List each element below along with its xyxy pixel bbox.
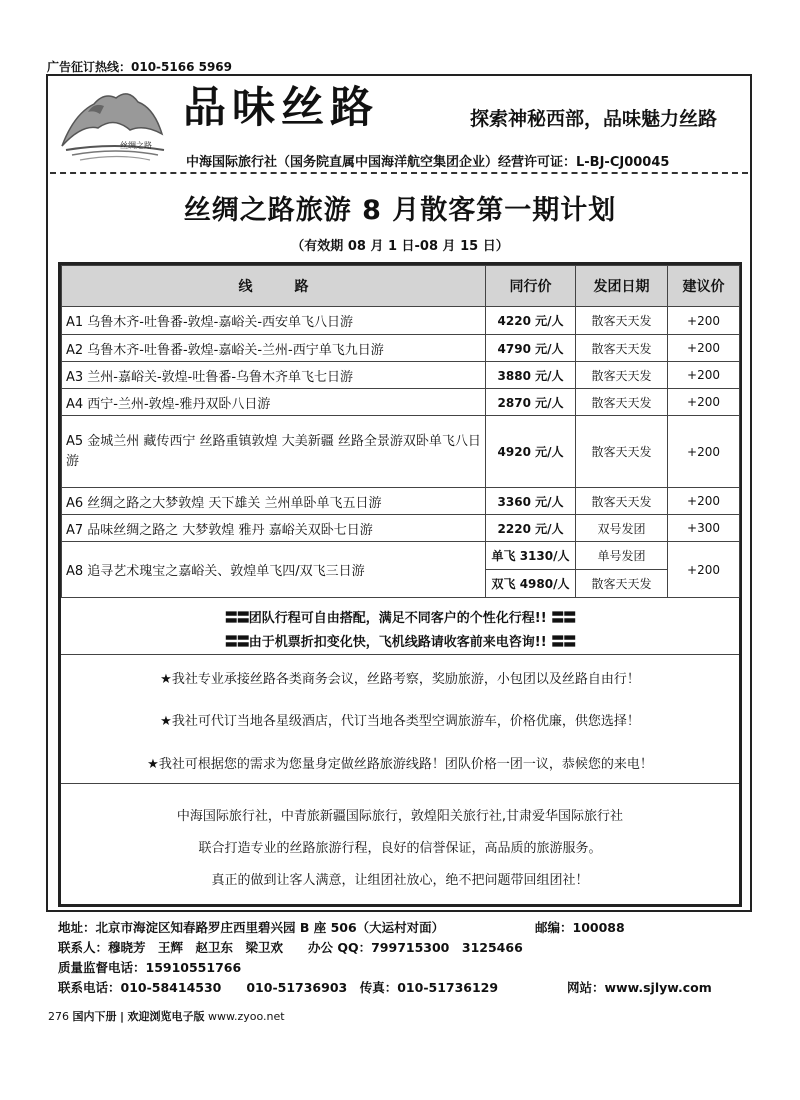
route-price: 4220 元/人 bbox=[486, 307, 576, 335]
route-date: 散客天天发 bbox=[576, 416, 668, 488]
route-recommend: +200 bbox=[668, 416, 740, 488]
footer-website: 网站：www.sjlyw.com bbox=[567, 980, 712, 995]
route-name: A1 乌鲁木齐-吐鲁番-敦煌-嘉峪关-西安单飞八日游 bbox=[62, 307, 486, 335]
route-price-single: 单飞 3130/人 bbox=[486, 542, 576, 570]
route-date-double: 散客天天发 bbox=[576, 570, 668, 598]
table-row bbox=[62, 307, 740, 335]
brand-title: 品味丝路 bbox=[183, 83, 379, 133]
section-divider bbox=[61, 783, 739, 784]
table-row bbox=[62, 542, 740, 570]
route-table-box bbox=[58, 262, 742, 907]
route-name: A4 西宁-兰州-敦煌-雅丹双卧八日游 bbox=[62, 389, 486, 416]
route-recommend: +200 bbox=[668, 542, 740, 598]
route-date: 双号发团 bbox=[576, 515, 668, 542]
route-recommend: +200 bbox=[668, 362, 740, 389]
route-table bbox=[61, 265, 740, 598]
plan-validity: （有效期 08 月 1 日-08 月 15 日） bbox=[291, 239, 509, 254]
route-name: A3 兰州-嘉峪关-敦煌-吐鲁番-乌鲁木齐单飞七日游 bbox=[62, 362, 486, 389]
page-footer bbox=[48, 1008, 285, 1024]
table-row bbox=[62, 416, 740, 488]
table-row bbox=[62, 362, 740, 389]
partner-line-3: 真正的做到让客人满意，让组团社放心，绝不把问题带回组团社！ bbox=[211, 873, 589, 888]
footer-contacts: 联系人：穆晓芳 王辉 赵卫东 梁卫欢 办公 QQ：799715300 3125466 bbox=[58, 940, 523, 955]
table-row bbox=[62, 488, 740, 515]
route-recommend: +200 bbox=[668, 389, 740, 416]
license-line: 中海国际旅行社（国务院直属中国海洋航空集团企业）经营许可证：L-BJ-CJ00045 bbox=[186, 155, 670, 170]
footer-postcode: 邮编：100088 bbox=[535, 920, 625, 935]
ad-hotline: 广告征订热线：010-5166 5969 bbox=[47, 60, 233, 74]
route-recommend: +200 bbox=[668, 488, 740, 515]
route-price-double: 双飞 4980/人 bbox=[486, 570, 576, 598]
route-recommend: +300 bbox=[668, 515, 740, 542]
route-price: 4920 元/人 bbox=[486, 416, 576, 488]
route-recommend: +200 bbox=[668, 307, 740, 335]
route-date: 散客天天发 bbox=[576, 307, 668, 335]
header-price: 同行价 bbox=[486, 266, 576, 307]
promo-line-1: ★我社专业承接丝路各类商务会议，丝路考察，奖励旅游，小包团以及丝路自由行！ bbox=[160, 672, 640, 687]
route-price: 3880 元/人 bbox=[486, 362, 576, 389]
section-divider bbox=[61, 654, 739, 655]
brand-logo bbox=[54, 84, 172, 166]
bar-glyph: 〓〓 bbox=[551, 635, 576, 650]
header-route: 线 路 bbox=[62, 266, 486, 307]
route-price: 3360 元/人 bbox=[486, 488, 576, 515]
note-line-1 bbox=[61, 607, 739, 626]
logo-text: 丝绸之路 bbox=[120, 141, 152, 150]
table-row bbox=[62, 335, 740, 362]
partner-line-1: 中海国际旅行社，中青旅新疆国际旅行，敦煌阳关旅行社,甘肃爱华国际旅行社 bbox=[176, 809, 624, 824]
bar-glyph: 〓〓 bbox=[224, 635, 249, 650]
bar-glyph: 〓〓 bbox=[224, 611, 249, 626]
plan-title: 丝绸之路旅游 8 月散客第一期计划 bbox=[183, 195, 617, 226]
footer-quality-phone: 质量监督电话：15910551766 bbox=[58, 960, 242, 975]
bar-glyph: 〓〓 bbox=[551, 611, 576, 626]
route-name: A8 追寻艺术瑰宝之嘉峪关、敦煌单飞四/双飞三日游 bbox=[62, 542, 486, 598]
route-date: 散客天天发 bbox=[576, 389, 668, 416]
route-price: 2870 元/人 bbox=[486, 389, 576, 416]
partner-line-2: 联合打造专业的丝路旅游行程，良好的信誉保证，高品质的旅游服务。 bbox=[198, 841, 602, 856]
route-date: 散客天天发 bbox=[576, 335, 668, 362]
page-url[interactable]: www.zyoo.net bbox=[208, 1010, 285, 1023]
slogan: 探索神秘西部，品味魅力丝路 bbox=[470, 108, 718, 130]
note-line-2 bbox=[61, 631, 739, 650]
route-date: 散客天天发 bbox=[576, 488, 668, 515]
route-price: 4790 元/人 bbox=[486, 335, 576, 362]
page-promo: 欢迎浏览电子版 bbox=[127, 1010, 205, 1023]
footer-phones: 联系电话：010-58414530 010-51736903 传真：010-51736129 bbox=[58, 980, 499, 995]
header-recommend: 建议价 bbox=[668, 266, 740, 307]
route-name: A7 品味丝绸之路之 大梦敦煌 雅丹 嘉峪关双卧七日游 bbox=[62, 515, 486, 542]
note-text: 由于机票折扣变化快，飞机线路请收客前来电咨询!! bbox=[248, 635, 547, 650]
table-header-row bbox=[62, 266, 740, 307]
note-text: 团队行程可自由搭配，满足不同客户的个性化行程!! bbox=[248, 611, 547, 626]
promo-line-3: ★我社可根据您的需求为您量身定做丝路旅游线路！团队价格一团一议，恭候您的来电！ bbox=[147, 757, 653, 772]
route-name: A5 金城兰州 藏传西宁 丝路重镇敦煌 大美新疆 丝路全景游双卧单飞八日游 bbox=[62, 416, 486, 488]
route-price: 2220 元/人 bbox=[486, 515, 576, 542]
dashed-divider bbox=[50, 172, 748, 174]
route-date: 散客天天发 bbox=[576, 362, 668, 389]
page-divider: | bbox=[120, 1010, 125, 1023]
page-section: 国内下册 bbox=[72, 1010, 117, 1023]
table-row bbox=[62, 389, 740, 416]
route-recommend: +200 bbox=[668, 335, 740, 362]
route-date-single: 单号发团 bbox=[576, 542, 668, 570]
footer-address: 地址：北京市海淀区知春路罗庄西里碧兴园 B 座 506（大运村对面） bbox=[58, 920, 445, 935]
page-number: 276 bbox=[48, 1010, 69, 1023]
table-row bbox=[62, 515, 740, 542]
header-date: 发团日期 bbox=[576, 266, 668, 307]
promo-line-2: ★我社可代订当地各星级酒店，代订当地各类型空调旅游车，价格优廉，供您选择！ bbox=[160, 714, 640, 729]
route-name: A6 丝绸之路之大梦敦煌 天下雄关 兰州单卧单飞五日游 bbox=[62, 488, 486, 515]
route-name: A2 乌鲁木齐-吐鲁番-敦煌-嘉峪关-兰州-西宁单飞九日游 bbox=[62, 335, 486, 362]
